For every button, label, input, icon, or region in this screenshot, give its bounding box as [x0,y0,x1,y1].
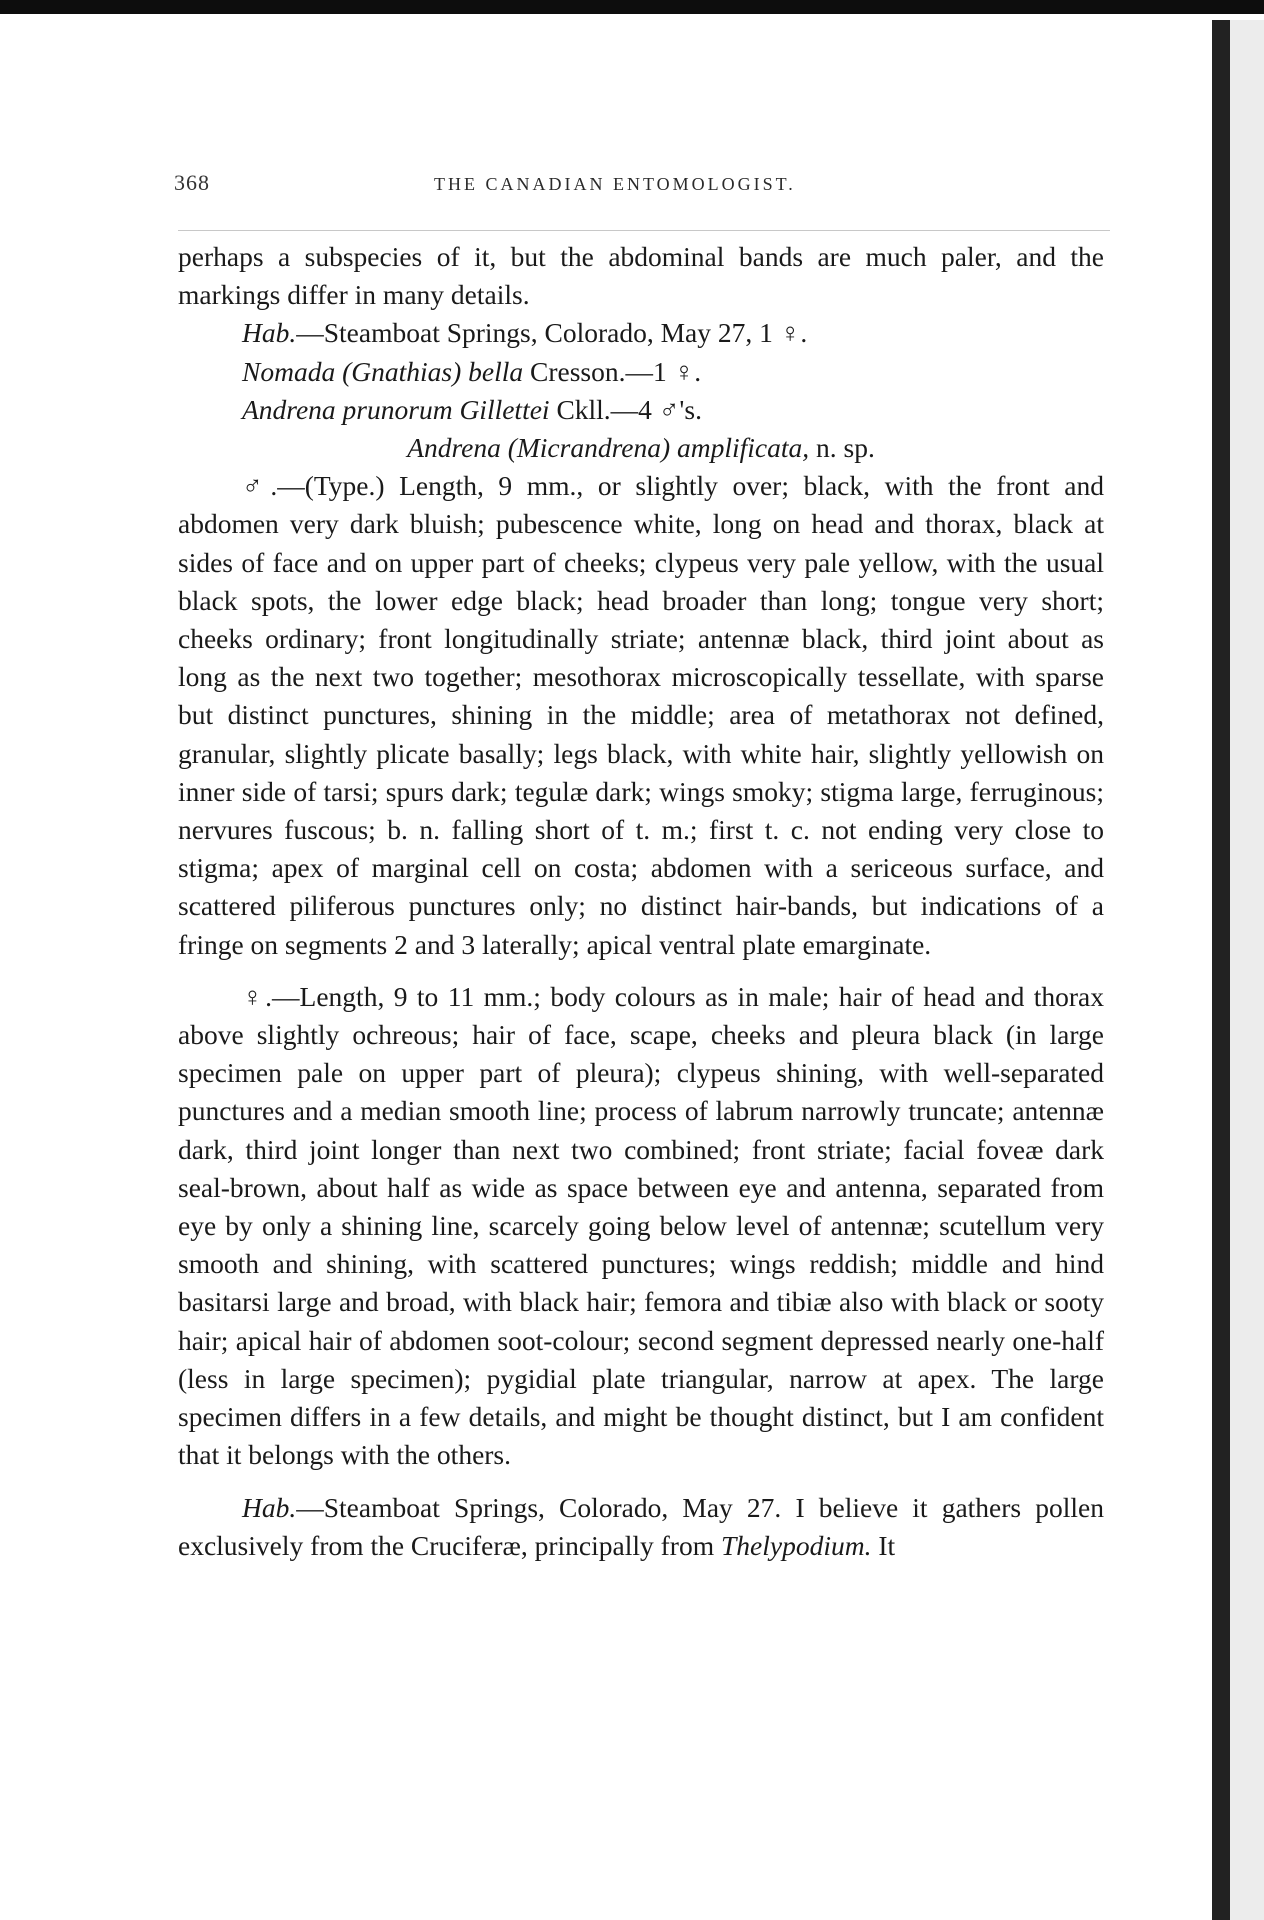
genus-name: Thelypodium. [720,1529,872,1561]
new-species-heading [178,429,1104,467]
scan-page-edge [1212,20,1264,1920]
paragraph-gap [178,964,1104,978]
species-name: Andrena prunorum Gillettei [242,393,550,425]
new-species-marker: n. sp. [809,432,875,464]
record-text: Cresson.—1 ♀. [523,355,702,387]
habitat-line-2 [178,1489,1104,1565]
running-title: THE CANADIAN ENTOMOLOGIST. [434,174,796,194]
hab-label: Hab. [242,317,297,349]
page-number: 368 [174,170,210,195]
hab-text-end: It [871,1529,896,1561]
record-text: Ckll.—4 ♂'s. [549,393,702,425]
scan-top-border [0,0,1264,14]
male-description: ♂.—(Type.) Length, 9 mm., or slightly over; black, with the front and abdomen very dark bluish; pubescence white, long on head and thorax, black at sides of face and on upper part of cheeks; clypeus very pale yellow, with the usual black spots, the lower edge black; head broader than long; tongue very short; cheeks ordinary; front longitudinally striate; antennæ black, third joint about as long as the next two together; mesothorax microscopically tessellate, with sparse but distinct punctures, shining in the middle; area of metathorax not defined, granular, slightly plicate basally; legs black, with white hair, slightly yellowish on inner side of tarsi; spurs dark; tegulæ dark; wings smoky; stigma large, ferruginous; nervures fuscous; b. n. falling short of t. m.; first t. c. not ending very close to stigma; apex of marginal cell on costa; abdomen with a sericeous surface, and scattered piliferous punctures only; no distinct hair-bands, but indications of a fringe on segments 2 and 3 laterally; apical ventral plate emarginate. [178,470,1104,960]
hab-text: —Steamboat Springs, Colorado, May 27, 1 ♀. [296,317,808,349]
habitat-line-1 [178,314,1104,352]
hab-text: —Steamboat Springs, Colorado, May 27. I believe it gathers pollen exclusively from the Cruciferæ, principally from [178,1491,1104,1561]
paragraph-gap [178,1475,1104,1489]
paragraph-continuation: perhaps a subspecies of it, but the abdominal bands are much paler, and the markings differ in many details. [178,241,1104,311]
nomada-record [178,353,1104,391]
female-description: ♀.—Length, 9 to 11 mm.; body colours as in male; hair of head and thorax above slightly ochreous; hair of face, scape, cheeks and pleura black (in large specimen pale on upper part of pleura); clypeus shining, with well-separated punctures and a median smooth line; process of labrum narrowly truncate; antennæ dark, third joint longer than next two combined; front striate; facial foveæ dark seal-brown, about half as wide as space between eye and antenna, separated from eye by only a shining line, scarcely going below level of antennæ; scutellum very smooth and shining, with scattered punctures; wings reddish; middle and hind basitarsi large and broad, with black hair; femora and tibiæ also with black or sooty hair; apical hair of abdomen soot-colour; second segment depressed nearly one-half (less in large specimen); pygidial plate triangular, narrow at apex. The large specimen differs in a few details, and might be thought distinct, but I am confident that it belongs with the others. [178,980,1104,1471]
species-name: Nomada (Gnathias) bella [242,355,524,387]
header-rule [178,230,1110,231]
andrena-prunorum-record [178,391,1104,429]
species-name: Andrena (Micrandrena) amplificata, [407,432,810,464]
page-header [174,170,1104,200]
page-body [178,238,1104,1565]
hab-label: Hab. [242,1491,297,1523]
